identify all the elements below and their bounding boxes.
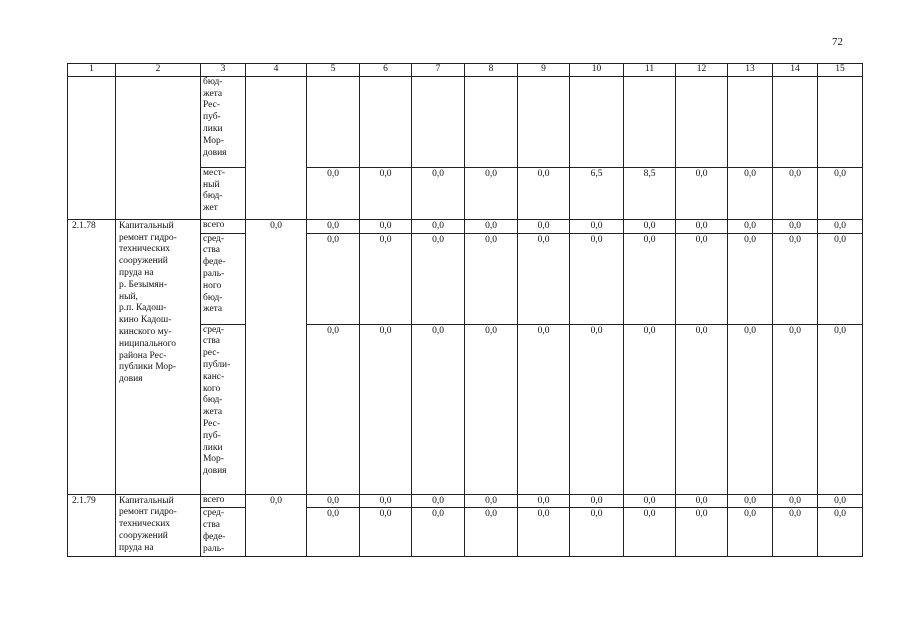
text-line: ства: [203, 336, 220, 347]
value-cell: 0,0: [307, 508, 360, 557]
value-cell: 0,0: [360, 167, 412, 219]
value-cell: [818, 76, 863, 167]
funding-source: [201, 494, 246, 508]
row-number-cell: 2.1.79: [68, 494, 116, 557]
value-cell: 0,0: [307, 233, 360, 324]
text-line: феде-: [203, 531, 226, 542]
text-line: бюд-: [203, 191, 223, 202]
text-line: лики: [203, 123, 223, 134]
text-line: Мор-: [203, 135, 224, 146]
text-line: ремонт гидро-: [119, 232, 177, 243]
budget-table: [67, 63, 863, 557]
value-cell: 0,0: [773, 324, 818, 494]
column-header: 8: [465, 64, 518, 77]
text-line: пуб-: [203, 112, 221, 123]
text-line: ный,: [119, 291, 138, 302]
text-line: раль-: [203, 268, 225, 279]
text-line: ства: [203, 245, 220, 256]
row-name-cell: [116, 219, 201, 494]
value-cell: 0,0: [818, 324, 863, 494]
table-row: [68, 76, 863, 167]
column-header: 9: [518, 64, 570, 77]
value-cell: 0,0: [728, 219, 773, 233]
value-cell: 0,0: [465, 494, 518, 508]
table-row: [68, 219, 863, 233]
value-cell: 0,0: [728, 508, 773, 557]
text-line: публики Мор-: [119, 362, 177, 373]
column-header: 11: [624, 64, 676, 77]
column-header: 14: [773, 64, 818, 77]
text-line: ниципального: [119, 338, 177, 349]
text-line: пруда на: [119, 542, 154, 553]
value-cell: 0,0: [518, 494, 570, 508]
value-cell: 0,0: [570, 233, 624, 324]
text-line: жета: [203, 304, 223, 315]
column-header: 3: [201, 64, 246, 77]
text-line: жет: [203, 203, 218, 214]
value-cell: 0,0: [360, 233, 412, 324]
value-cell: 0,0: [773, 233, 818, 324]
value-cell: 0,0: [728, 494, 773, 508]
value-cell: 0,0: [360, 219, 412, 233]
value-cell: 0,0: [360, 508, 412, 557]
value-cell: 0,0: [676, 167, 728, 219]
text-line: сред-: [203, 508, 225, 519]
value-cell: [307, 76, 360, 167]
value-cell: 0,0: [518, 324, 570, 494]
value-cell: [624, 76, 676, 167]
table-row: [68, 494, 863, 508]
text-line: мест-: [203, 167, 225, 178]
value-cell: [360, 76, 412, 167]
text-line: пруда на: [119, 267, 154, 278]
value-cell: 0,0: [360, 494, 412, 508]
text-line: бюд-: [203, 76, 223, 87]
text-line: кино Кадош-: [119, 315, 172, 326]
value-cell: 0,0: [728, 233, 773, 324]
column4-cell: [246, 76, 307, 219]
value-cell: [570, 76, 624, 167]
row-number-cell: 2.1.78: [68, 219, 116, 494]
text-line: кинского му-: [119, 326, 172, 337]
value-cell: 0,0: [307, 324, 360, 494]
text-line: сред-: [203, 324, 225, 335]
row-name-cell: [116, 76, 201, 219]
text-line: лики: [203, 442, 223, 453]
column-header: 12: [676, 64, 728, 77]
funding-source: [201, 324, 246, 494]
value-cell: 0,0: [412, 324, 465, 494]
column-header: 6: [360, 64, 412, 77]
text-line: р.п. Кадош-: [119, 303, 167, 314]
value-cell: 0,0: [676, 324, 728, 494]
text-line: района Рес-: [119, 350, 167, 361]
text-line: раль-: [203, 543, 225, 554]
value-cell: 0,0: [518, 167, 570, 219]
text-line: Рес-: [203, 100, 220, 111]
value-cell: 0,0: [360, 324, 412, 494]
value-cell: [518, 76, 570, 167]
text-line: Рес-: [203, 418, 220, 429]
value-cell: 0,0: [624, 508, 676, 557]
text-line: рес-: [203, 348, 220, 359]
value-cell: 0,0: [465, 324, 518, 494]
value-cell: 0,0: [676, 494, 728, 508]
text-line: бюд-: [203, 292, 223, 303]
column-header: 7: [412, 64, 465, 77]
text-line: публи-: [203, 359, 231, 370]
header-row: [68, 64, 863, 77]
text-line: канс-: [203, 371, 225, 382]
text-line: Капитальный: [119, 220, 174, 231]
text-line: технических: [119, 519, 171, 530]
column4-cell: 0,0: [246, 219, 307, 494]
text-line: сооружений: [119, 530, 168, 541]
value-cell: 0,0: [624, 233, 676, 324]
value-cell: 8,5: [624, 167, 676, 219]
column-header: 5: [307, 64, 360, 77]
value-cell: 0,0: [676, 508, 728, 557]
value-cell: 0,0: [465, 167, 518, 219]
value-cell: 0,0: [465, 233, 518, 324]
funding-source: [201, 167, 246, 219]
text-line: р. Безымян-: [119, 279, 168, 290]
value-cell: 0,0: [518, 233, 570, 324]
column-header: 1: [68, 64, 116, 77]
column-header: 13: [728, 64, 773, 77]
funding-source: [201, 76, 246, 167]
text-line: довия: [203, 147, 227, 158]
value-cell: 0,0: [412, 233, 465, 324]
value-cell: [728, 76, 773, 167]
value-cell: 0,0: [818, 219, 863, 233]
value-cell: 0,0: [773, 167, 818, 219]
funding-source: [201, 219, 246, 233]
value-cell: 0,0: [412, 167, 465, 219]
value-cell: 0,0: [773, 508, 818, 557]
page-number: 72: [832, 36, 843, 48]
text-line: бюд-: [203, 395, 223, 406]
text-line: всего: [203, 494, 225, 505]
value-cell: 6,5: [570, 167, 624, 219]
column-header: 10: [570, 64, 624, 77]
text-line: кого: [203, 383, 221, 394]
value-cell: 0,0: [412, 508, 465, 557]
value-cell: 0,0: [465, 508, 518, 557]
text-line: ремонт гидро-: [119, 507, 177, 518]
text-line: жета: [203, 407, 223, 418]
text-line: ного: [203, 280, 222, 291]
funding-source: [201, 508, 246, 557]
value-cell: 0,0: [307, 219, 360, 233]
value-cell: 0,0: [412, 494, 465, 508]
text-line: довия: [203, 466, 227, 477]
column-header: 2: [116, 64, 201, 77]
value-cell: 0,0: [412, 219, 465, 233]
row-name-cell: [116, 494, 201, 557]
value-cell: 0,0: [773, 219, 818, 233]
value-cell: 0,0: [570, 494, 624, 508]
value-cell: 0,0: [307, 167, 360, 219]
column-header: 15: [818, 64, 863, 77]
value-cell: 0,0: [818, 508, 863, 557]
text-line: Мор-: [203, 454, 224, 465]
text-line: жета: [203, 88, 223, 99]
text-line: всего: [203, 219, 225, 230]
text-line: ства: [203, 520, 220, 531]
value-cell: 0,0: [570, 324, 624, 494]
column-header: 4: [246, 64, 307, 77]
value-cell: 0,0: [818, 167, 863, 219]
text-line: пуб-: [203, 430, 221, 441]
text-line: сред-: [203, 233, 225, 244]
text-line: технических: [119, 244, 171, 255]
value-cell: 0,0: [624, 494, 676, 508]
value-cell: 0,0: [773, 494, 818, 508]
value-cell: 0,0: [570, 219, 624, 233]
value-cell: [676, 76, 728, 167]
value-cell: [465, 76, 518, 167]
value-cell: 0,0: [307, 494, 360, 508]
value-cell: 0,0: [728, 167, 773, 219]
value-cell: 0,0: [818, 233, 863, 324]
value-cell: 0,0: [570, 508, 624, 557]
column4-cell: 0,0: [246, 494, 307, 557]
text-line: феде-: [203, 257, 226, 268]
value-cell: [773, 76, 818, 167]
value-cell: 0,0: [676, 233, 728, 324]
funding-source: [201, 233, 246, 324]
value-cell: 0,0: [818, 494, 863, 508]
value-cell: 0,0: [624, 219, 676, 233]
value-cell: 0,0: [624, 324, 676, 494]
text-line: довия: [119, 374, 143, 385]
text-line: ный: [203, 179, 220, 190]
value-cell: [412, 76, 465, 167]
value-cell: 0,0: [676, 219, 728, 233]
text-line: Капитальный: [119, 495, 174, 506]
row-number-cell: [68, 76, 116, 219]
text-line: сооружений: [119, 256, 168, 267]
value-cell: 0,0: [728, 324, 773, 494]
value-cell: 0,0: [518, 219, 570, 233]
value-cell: 0,0: [465, 219, 518, 233]
value-cell: 0,0: [518, 508, 570, 557]
